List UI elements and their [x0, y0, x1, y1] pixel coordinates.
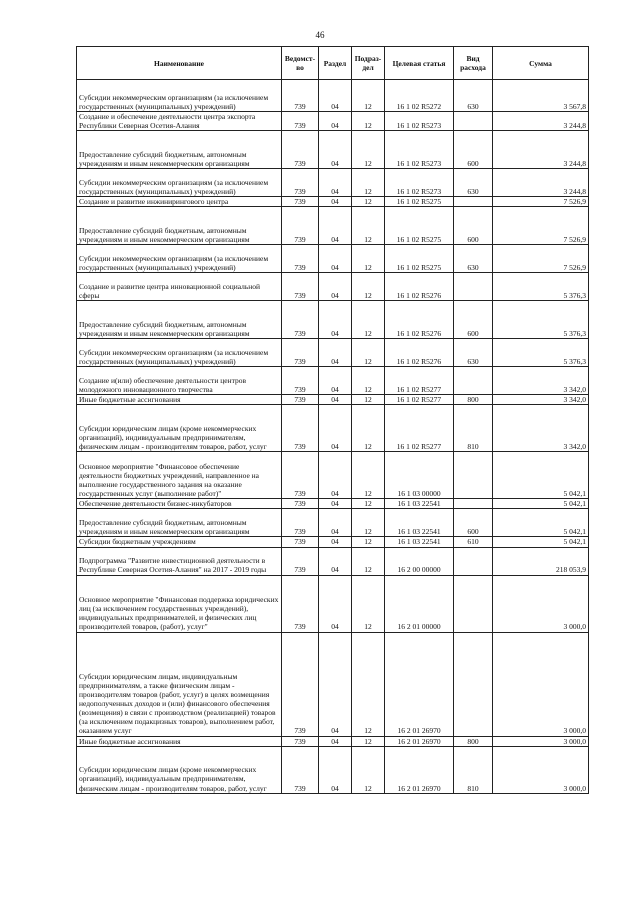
row-department: 739 [282, 452, 319, 499]
row-department: 739 [282, 131, 319, 169]
row-expense-type: 810 [454, 746, 493, 793]
row-section: 04 [319, 197, 352, 207]
row-target-article: 16 1 02 R5273 [385, 112, 454, 131]
row-name: Субсидии юридическим лицам (кроме некоммерческих организаций), индивидуальным предпринимателям, физическим лицам - производителям товаров, работ, услуг [77, 405, 282, 452]
row-sum: 3 000,0 [493, 746, 589, 793]
row-name: Субсидии юридическим лицам, индивидуальным предпринимателям, а также физическим лицам - производителям товаров (работ, услуг) в целях возмещения недополученных доходов и (или) финансового обеспечения (возмещения) в связи с производством (реализацией) товаров (за исключением подакцизных товаров), выполнением работ, оказанием услуг [77, 632, 282, 736]
row-section: 04 [319, 746, 352, 793]
row-sum: 3 567,8 [493, 80, 589, 112]
row-target-article: 16 1 03 00000 [385, 452, 454, 499]
row-target-article: 16 1 02 R5276 [385, 301, 454, 339]
row-subsection: 12 [352, 736, 385, 746]
row-subsection: 12 [352, 112, 385, 131]
row-section: 04 [319, 395, 352, 405]
row-subsection: 12 [352, 746, 385, 793]
row-section: 04 [319, 547, 352, 575]
row-name: Обеспечение деятельности бизнес-инкубаторов [77, 499, 282, 509]
row-section: 04 [319, 169, 352, 197]
header-section: Раздел [319, 47, 352, 80]
row-expense-type [454, 273, 493, 301]
row-name: Иные бюджетные ассигнования [77, 736, 282, 746]
row-name: Создание и развитие центра инновационной социальной сферы [77, 273, 282, 301]
header-department: Ведомст-во [282, 47, 319, 80]
row-target-article: 16 1 02 R5272 [385, 80, 454, 112]
row-expense-type: 600 [454, 509, 493, 537]
table-row [77, 632, 589, 736]
table-row [77, 509, 589, 537]
row-section: 04 [319, 452, 352, 499]
row-department: 739 [282, 632, 319, 736]
row-sum: 5 376,3 [493, 339, 589, 367]
row-sum: 3 342,0 [493, 367, 589, 395]
row-department: 739 [282, 499, 319, 509]
row-expense-type [454, 499, 493, 509]
row-subsection: 12 [352, 273, 385, 301]
row-sum: 5 042,1 [493, 452, 589, 499]
row-target-article: 16 1 02 R5273 [385, 131, 454, 169]
row-target-article: 16 1 02 R5276 [385, 273, 454, 301]
row-department: 739 [282, 395, 319, 405]
table-row [77, 395, 589, 405]
header-expense-type: Вид расхода [454, 47, 493, 80]
row-subsection: 12 [352, 405, 385, 452]
row-section: 04 [319, 367, 352, 395]
row-department: 739 [282, 273, 319, 301]
row-sum: 218 053,9 [493, 547, 589, 575]
row-section: 04 [319, 575, 352, 632]
row-subsection: 12 [352, 169, 385, 197]
row-department: 739 [282, 301, 319, 339]
row-sum: 5 376,3 [493, 301, 589, 339]
row-target-article: 16 1 02 R5275 [385, 207, 454, 245]
row-department: 739 [282, 509, 319, 537]
table-row [77, 169, 589, 197]
row-target-article: 16 1 02 R5277 [385, 395, 454, 405]
row-name: Предоставление субсидий бюджетным, автономным учреждениям и иным некоммерческим организациям [77, 207, 282, 245]
row-expense-type: 630 [454, 245, 493, 273]
row-subsection: 12 [352, 80, 385, 112]
table-row [77, 547, 589, 575]
table-row [77, 273, 589, 301]
row-sum: 7 526,9 [493, 207, 589, 245]
row-department: 739 [282, 537, 319, 547]
row-expense-type: 610 [454, 537, 493, 547]
row-target-article: 16 1 02 R5277 [385, 367, 454, 395]
row-expense-type: 630 [454, 80, 493, 112]
row-name: Иные бюджетные ассигнования [77, 395, 282, 405]
row-name: Создание и развитие инжинирингового центра [77, 197, 282, 207]
row-name: Субсидии бюджетным учреждениям [77, 537, 282, 547]
row-name: Субсидии некоммерческим организациям (за исключением государственных (муниципальных) учреждений) [77, 245, 282, 273]
row-name: Предоставление субсидий бюджетным, автономным учреждениям и иным некоммерческим организациям [77, 509, 282, 537]
header-target-article: Целевая статья [385, 47, 454, 80]
row-department: 739 [282, 80, 319, 112]
row-expense-type [454, 575, 493, 632]
row-sum: 5 042,1 [493, 537, 589, 547]
row-target-article: 16 2 01 26970 [385, 746, 454, 793]
row-department: 739 [282, 169, 319, 197]
table-row [77, 405, 589, 452]
row-target-article: 16 1 02 R5275 [385, 197, 454, 207]
row-subsection: 12 [352, 395, 385, 405]
row-section: 04 [319, 499, 352, 509]
table-row [77, 207, 589, 245]
row-name: Предоставление субсидий бюджетным, автономным учреждениям и иным некоммерческим организациям [77, 301, 282, 339]
row-sum: 7 526,9 [493, 245, 589, 273]
row-section: 04 [319, 301, 352, 339]
row-subsection: 12 [352, 131, 385, 169]
row-department: 739 [282, 207, 319, 245]
table-row [77, 112, 589, 131]
row-name: Субсидии некоммерческим организациям (за исключением государственных (муниципальных) учреждений) [77, 339, 282, 367]
row-subsection: 12 [352, 537, 385, 547]
row-name: Предоставление субсидий бюджетным, автономным учреждениям и иным некоммерческим организациям [77, 131, 282, 169]
row-section: 04 [319, 736, 352, 746]
row-sum: 5 042,1 [493, 499, 589, 509]
row-section: 04 [319, 80, 352, 112]
row-department: 739 [282, 746, 319, 793]
row-section: 04 [319, 405, 352, 452]
row-subsection: 12 [352, 339, 385, 367]
table-row [77, 736, 589, 746]
table-row [77, 245, 589, 273]
row-subsection: 12 [352, 509, 385, 537]
row-target-article: 16 1 03 22541 [385, 509, 454, 537]
row-section: 04 [319, 339, 352, 367]
table-row [77, 452, 589, 499]
row-name: Подпрограмма "Развитие инвестиционной деятельности в Республике Северная Осетия-Алания" на 2017 - 2019 годы [77, 547, 282, 575]
row-subsection: 12 [352, 575, 385, 632]
row-name: Основное мероприятие "Финансовая поддержка юридических лиц (за исключением государственных учреждений), индивидуальных предпринимателей, и физических лиц производителей товаров, (работ), услуг" [77, 575, 282, 632]
table-row [77, 197, 589, 207]
row-expense-type: 810 [454, 405, 493, 452]
row-subsection: 12 [352, 301, 385, 339]
row-subsection: 12 [352, 452, 385, 499]
row-subsection: 12 [352, 632, 385, 736]
header-sum: Сумма [493, 47, 589, 80]
row-sum: 3 244,8 [493, 169, 589, 197]
row-name: Субсидии юридическим лицам (кроме некоммерческих организаций), индивидуальным предпринимателям, физическим лицам - производителям товаров, работ, услуг [77, 746, 282, 793]
row-target-article: 16 1 03 22541 [385, 537, 454, 547]
table-row [77, 537, 589, 547]
row-section: 04 [319, 207, 352, 245]
row-expense-type [454, 112, 493, 131]
table-row [77, 80, 589, 112]
row-target-article: 16 1 02 R5276 [385, 339, 454, 367]
row-sum: 3 244,8 [493, 131, 589, 169]
table-row [77, 575, 589, 632]
row-department: 739 [282, 405, 319, 452]
row-section: 04 [319, 131, 352, 169]
row-sum: 3 342,0 [493, 405, 589, 452]
row-expense-type: 600 [454, 131, 493, 169]
row-sum: 3 244,8 [493, 112, 589, 131]
row-target-article: 16 1 02 R5277 [385, 405, 454, 452]
row-name: Основное мероприятие "Финансовое обеспечение деятельности бюджетных учреждений, направленное на выполнение государственного задания на оказание государственных услуг (выполнение работ)" [77, 452, 282, 499]
row-sum: 3 000,0 [493, 575, 589, 632]
row-target-article: 16 2 01 26970 [385, 632, 454, 736]
row-sum: 3 342,0 [493, 395, 589, 405]
row-department: 739 [282, 339, 319, 367]
table-row [77, 131, 589, 169]
row-department: 739 [282, 367, 319, 395]
header-subsection: Подраз-дел [352, 47, 385, 80]
row-name: Создание и обеспечение деятельности центра экспорта Республики Северная Осетия-Алания [77, 112, 282, 131]
row-expense-type: 630 [454, 339, 493, 367]
row-subsection: 12 [352, 547, 385, 575]
row-name: Субсидии некоммерческим организациям (за исключением государственных (муниципальных) учреждений) [77, 169, 282, 197]
row-name: Субсидии некоммерческим организациям (за исключением государственных (муниципальных) учреждений) [77, 80, 282, 112]
table-row [77, 746, 589, 793]
row-expense-type [454, 197, 493, 207]
table-row [77, 301, 589, 339]
row-target-article: 16 1 02 R5275 [385, 245, 454, 273]
row-expense-type: 600 [454, 301, 493, 339]
row-section: 04 [319, 537, 352, 547]
row-expense-type: 800 [454, 736, 493, 746]
row-department: 739 [282, 245, 319, 273]
row-department: 739 [282, 112, 319, 131]
row-section: 04 [319, 112, 352, 131]
row-target-article: 16 2 01 00000 [385, 575, 454, 632]
table-header-row [77, 47, 589, 80]
row-subsection: 12 [352, 499, 385, 509]
row-subsection: 12 [352, 367, 385, 395]
row-expense-type [454, 547, 493, 575]
row-department: 739 [282, 736, 319, 746]
row-expense-type [454, 367, 493, 395]
row-expense-type [454, 452, 493, 499]
row-subsection: 12 [352, 197, 385, 207]
row-expense-type: 630 [454, 169, 493, 197]
row-expense-type: 600 [454, 207, 493, 245]
table-row [77, 367, 589, 395]
row-section: 04 [319, 509, 352, 537]
row-department: 739 [282, 197, 319, 207]
row-section: 04 [319, 273, 352, 301]
page-number: 46 [315, 30, 325, 40]
budget-table [76, 46, 589, 794]
row-expense-type: 800 [454, 395, 493, 405]
row-target-article: 16 1 03 22541 [385, 499, 454, 509]
row-sum: 7 526,9 [493, 197, 589, 207]
row-target-article: 16 2 01 26970 [385, 736, 454, 746]
row-sum: 3 000,0 [493, 736, 589, 746]
row-section: 04 [319, 245, 352, 273]
row-expense-type [454, 632, 493, 736]
table-row [77, 499, 589, 509]
row-target-article: 16 1 02 R5273 [385, 169, 454, 197]
row-subsection: 12 [352, 207, 385, 245]
row-subsection: 12 [352, 245, 385, 273]
row-target-article: 16 2 00 00000 [385, 547, 454, 575]
row-name: Создание и(или) обеспечение деятельности центров молодежного инновационного творчества [77, 367, 282, 395]
row-section: 04 [319, 632, 352, 736]
row-sum: 3 000,0 [493, 632, 589, 736]
row-department: 739 [282, 547, 319, 575]
row-sum: 5 042,1 [493, 509, 589, 537]
header-name: Наименование [77, 47, 282, 80]
row-sum: 5 376,3 [493, 273, 589, 301]
table-row [77, 339, 589, 367]
row-department: 739 [282, 575, 319, 632]
